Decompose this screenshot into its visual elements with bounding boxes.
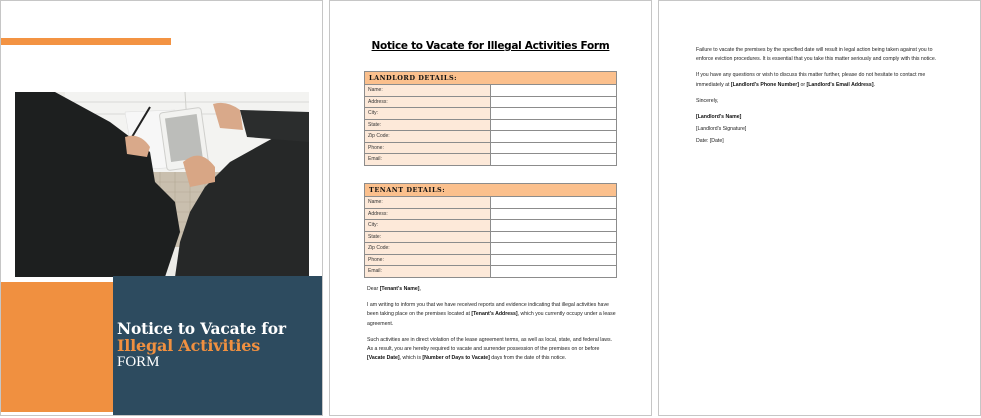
field-label: Phone: bbox=[365, 254, 491, 266]
text: If you have any questions or wish to discuss this matter further, please do not hesitate to contact me immediately at bbox=[696, 72, 926, 88]
table-row bbox=[365, 220, 617, 232]
tenant-zip-field[interactable] bbox=[491, 243, 617, 255]
table-row bbox=[365, 96, 617, 108]
landlord-email-field[interactable] bbox=[491, 154, 617, 166]
closing: Sincerely, bbox=[696, 97, 719, 104]
salutation-suffix: , bbox=[419, 286, 421, 292]
field-label: Email: bbox=[365, 266, 491, 278]
text: I am writing to inform you that we have received reports and evidence indicating that illegal activities have been taking place on the premises located at bbox=[367, 302, 609, 318]
table-row bbox=[365, 254, 617, 266]
vacate-date-placeholder: [Vacate Date] bbox=[367, 355, 400, 362]
cover-title-line1: Notice to Vacate for bbox=[117, 319, 286, 338]
landlord-email-placeholder: [Landlord's Email Address] bbox=[806, 81, 874, 88]
days-to-vacate-placeholder: [Number of Days to Vacate] bbox=[422, 355, 490, 362]
paragraph-violation bbox=[367, 336, 617, 364]
page-cover bbox=[0, 0, 323, 416]
field-label: City: bbox=[365, 220, 491, 232]
field-label: State: bbox=[365, 231, 491, 243]
table-row bbox=[365, 154, 617, 166]
orange-cover-block bbox=[1, 282, 113, 412]
landlord-name-field[interactable] bbox=[491, 85, 617, 97]
table-row bbox=[365, 243, 617, 255]
tenant-state-field[interactable] bbox=[491, 231, 617, 243]
field-label: Zip Code: bbox=[365, 131, 491, 143]
letter-body-part2 bbox=[696, 46, 948, 150]
text: , which is bbox=[399, 355, 423, 362]
cover-photo bbox=[15, 92, 309, 277]
landlord-details-table bbox=[364, 71, 617, 166]
table-row bbox=[365, 142, 617, 154]
landlord-details-header: LANDLORD DETAILS: bbox=[365, 72, 617, 85]
paragraph-notice bbox=[367, 301, 617, 329]
text: or bbox=[799, 81, 807, 88]
field-label: Zip Code: bbox=[365, 243, 491, 255]
tenant-email-field[interactable] bbox=[491, 266, 617, 278]
tenant-address-field[interactable] bbox=[491, 208, 617, 220]
tenant-details-header: TENANT DETAILS: bbox=[365, 184, 617, 197]
table-row bbox=[365, 108, 617, 120]
form-title: Notice to Vacate for Illegal Activities Form bbox=[371, 40, 610, 52]
table-row bbox=[365, 231, 617, 243]
cover-title-line3: FORM bbox=[117, 354, 160, 370]
salutation bbox=[367, 285, 617, 294]
field-label: Phone: bbox=[365, 142, 491, 154]
field-label: Email: bbox=[365, 154, 491, 166]
cover-title bbox=[117, 320, 286, 371]
paragraph-contact bbox=[696, 71, 948, 89]
salutation-prefix: Dear bbox=[367, 286, 380, 292]
text: . bbox=[873, 81, 876, 88]
text: days from the date of this notice. bbox=[489, 355, 567, 362]
orange-accent-bar bbox=[1, 38, 171, 45]
landlord-city-field[interactable] bbox=[491, 108, 617, 120]
table-row bbox=[365, 131, 617, 143]
date-line: Date: [Date] bbox=[696, 138, 724, 145]
table-row bbox=[365, 197, 617, 209]
table-row bbox=[365, 208, 617, 220]
tenant-address-placeholder: [Tenant's Address] bbox=[471, 311, 518, 318]
table-row bbox=[365, 119, 617, 131]
page-form bbox=[329, 0, 652, 416]
landlord-address-field[interactable] bbox=[491, 96, 617, 108]
field-label: Address: bbox=[365, 208, 491, 220]
landlord-state-field[interactable] bbox=[491, 119, 617, 131]
page-letter-continued bbox=[658, 0, 981, 416]
landlord-phone-field[interactable] bbox=[491, 142, 617, 154]
paragraph-consequences: Failure to vacate the premises by the specified date will result in legal action being taken against you to enforce eviction procedures. It is essential that you take this matter seriously and comply with this notice. bbox=[696, 47, 937, 63]
tenant-name-field[interactable] bbox=[491, 197, 617, 209]
field-label: Name: bbox=[365, 85, 491, 97]
text: Such activities are in direct violation of the lease agreement terms, as well as local, state, and federal laws. As a result, you are hereby required to vacate and surrender possession of the premises on or before bbox=[367, 336, 613, 353]
field-label: State: bbox=[365, 119, 491, 131]
business-meeting-image-icon bbox=[15, 92, 309, 277]
landlord-signature-placeholder: [Landlord's Signature] bbox=[696, 126, 747, 133]
tenant-details-table bbox=[364, 183, 617, 278]
tenant-phone-field[interactable] bbox=[491, 254, 617, 266]
table-row bbox=[365, 266, 617, 278]
cover-title-line2: Illegal Activities bbox=[117, 336, 261, 355]
letter-body-part1 bbox=[367, 285, 617, 370]
tenant-name-placeholder: [Tenant's Name] bbox=[379, 286, 420, 292]
table-row bbox=[365, 85, 617, 97]
tenant-city-field[interactable] bbox=[491, 220, 617, 232]
field-label: Name: bbox=[365, 197, 491, 209]
text: , which you currently occupy under a lease agreement. bbox=[367, 311, 616, 327]
signature-block bbox=[696, 113, 948, 147]
landlord-phone-placeholder: [Landlord's Phone Number] bbox=[730, 81, 799, 88]
field-label: Address: bbox=[365, 96, 491, 108]
landlord-name-placeholder: [Landlord's Name] bbox=[696, 114, 742, 121]
landlord-zip-field[interactable] bbox=[491, 131, 617, 143]
field-label: City: bbox=[365, 108, 491, 120]
